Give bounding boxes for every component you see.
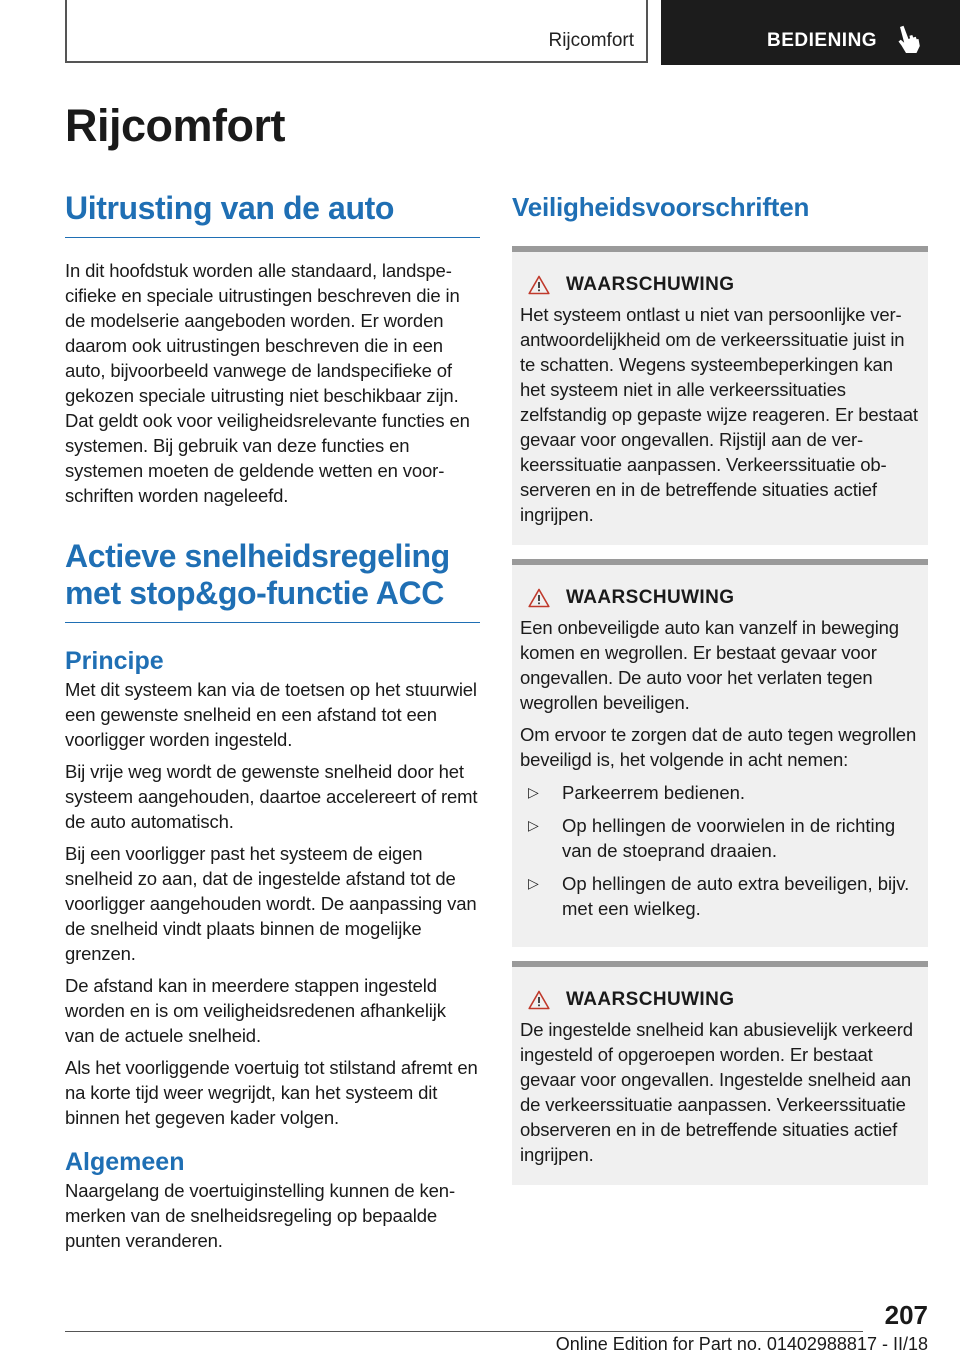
list-item: ▷ Op hellingen de voorwielen in de richting van de stoeprand draaien. [520, 813, 920, 863]
heading-safety: Veiligheidsvoorschriften [512, 192, 810, 222]
warning-triangle-icon [528, 990, 550, 1010]
warning-text: De ingestelde snelheid kan abusievelijk verkeerd ingesteld of opgeroepen worden. Er bestaat gevaar voor ongevallen. Ingestelde snelheid aan de verkeerssituatie aanpassen. Verkeerssituatie observeren en in de betreffende situaties actief ingrijpen. [520, 1019, 913, 1165]
paragraph-principe-3: Bij een voorligger past het systeem de eigen snelheid zo aan, dat de ingestelde afstand tot de voorligger aangehouden wordt. De aanpassing van de snelheid vindt plaats binnen de mogelijke grenzen. [65, 843, 477, 964]
header-chapter-box [661, 0, 960, 65]
header-section-title: Rijcomfort [548, 30, 634, 51]
list-item: ▷ Parkeerrem bedienen. [520, 780, 920, 805]
heading-equipment: Uitrusting van de auto [65, 190, 480, 238]
heading-principe: Principe [65, 647, 164, 675]
footer-divider [65, 1331, 863, 1332]
left-column [65, 190, 480, 1253]
bullet-triangle-icon: ▷ [528, 875, 539, 891]
warning-triangle-icon [528, 588, 550, 608]
bullet-triangle-icon: ▷ [528, 784, 539, 800]
paragraph-principe-5: Als het voorliggende voertuig tot stilstand afremt en na korte tijd weer wegrijdt, kan het systeem dit binnen het gegeven kader volgen. [65, 1057, 478, 1128]
warning-box [512, 559, 928, 947]
warning-text: Het systeem ontlast u niet van persoonlijke verantwoordelijkheid om de verkeerssituatie juist in te schatten. Wegens systeembeperkingen kan het systeem niet in alle verkeerssituaties zelfstandig op gepaste wijze reageren. Er bestaat gevaar voor ongevallen. Rijstijl aan de verkeerssituatie aanpassen. Verkeerssituatie observeren en in de betreffende situaties actief ingrijpen. [520, 304, 918, 525]
paragraph-principe-4: De afstand kan in meerdere stappen ingesteld worden en is om veiligheidsredenen afhankelijk van de actuele snelheid. [65, 975, 446, 1046]
list-item: ▷ Op hellingen de auto extra beveiligen, bijv. met een wielkeg. [520, 871, 920, 921]
pointing-hand-icon [894, 24, 920, 54]
warning-title: WAARSCHUWING [566, 587, 735, 608]
header-chapter-title: BEDIENING [767, 30, 878, 51]
paragraph-principe-1: Met dit systeem kan via de toetsen op het stuurwiel een gewenste snelheid en een afstand tot een voorligger worden ingesteld. [65, 679, 477, 750]
warning-title: WAARSCHUWING [566, 274, 735, 295]
paragraph-equipment: In dit hoofdstuk worden alle standaard, landspecifieke en speciale uitrustingen beschreven die in de modelserie aangeboden worden. Er worden daarom ook uitrustingen beschreven die in een auto, bijvoorbeeld vanwege de landspecifieke of gekozen speciale uitrusting niet beschikbaar zijn. Dat geldt ook voor veiligheidsrelevante functies en systemen. Bij gebruik van deze functies en systemen moeten de geldende wetten en voorschriften worden nageleefd. [65, 260, 470, 506]
warning-text: Om ervoor te zorgen dat de auto tegen wegrollen beveiligd is, het volgende in acht nemen: [520, 724, 917, 770]
footer-edition: Online Edition for Part no. 01402988817 - II/18 [555, 1334, 928, 1354]
heading-algemeen: Algemeen [65, 1148, 185, 1176]
paragraph-algemeen: Naargelang de voertuiginstelling kunnen de kenmerken van de snelheidsregeling op bepaalde punten veranderen. [65, 1180, 456, 1251]
right-column [512, 190, 928, 1185]
warning-box [512, 961, 928, 1185]
warning-triangle-icon [528, 275, 550, 295]
bullet-list [520, 780, 920, 921]
page-number: 207 [884, 1300, 928, 1330]
page-title: Rijcomfort [65, 100, 285, 151]
heading-acc: Actieve snelheidsregeling met stop&go-functie ACC [65, 538, 480, 623]
warning-box [512, 246, 928, 545]
bullet-triangle-icon: ▷ [528, 817, 539, 833]
header-section-box [65, 0, 648, 63]
warning-title: WAARSCHUWING [566, 989, 735, 1010]
paragraph-principe-2: Bij vrije weg wordt de gewenste snelheid door het systeem aangehouden, daartoe accelereert of remt de auto automatisch. [65, 761, 478, 832]
warning-text: Een onbeveiligde auto kan vanzelf in beweging komen en wegrollen. Er bestaat gevaar voor ongevallen. De auto voor het verlaten tegen wegrollen beveiligen. [520, 617, 899, 713]
